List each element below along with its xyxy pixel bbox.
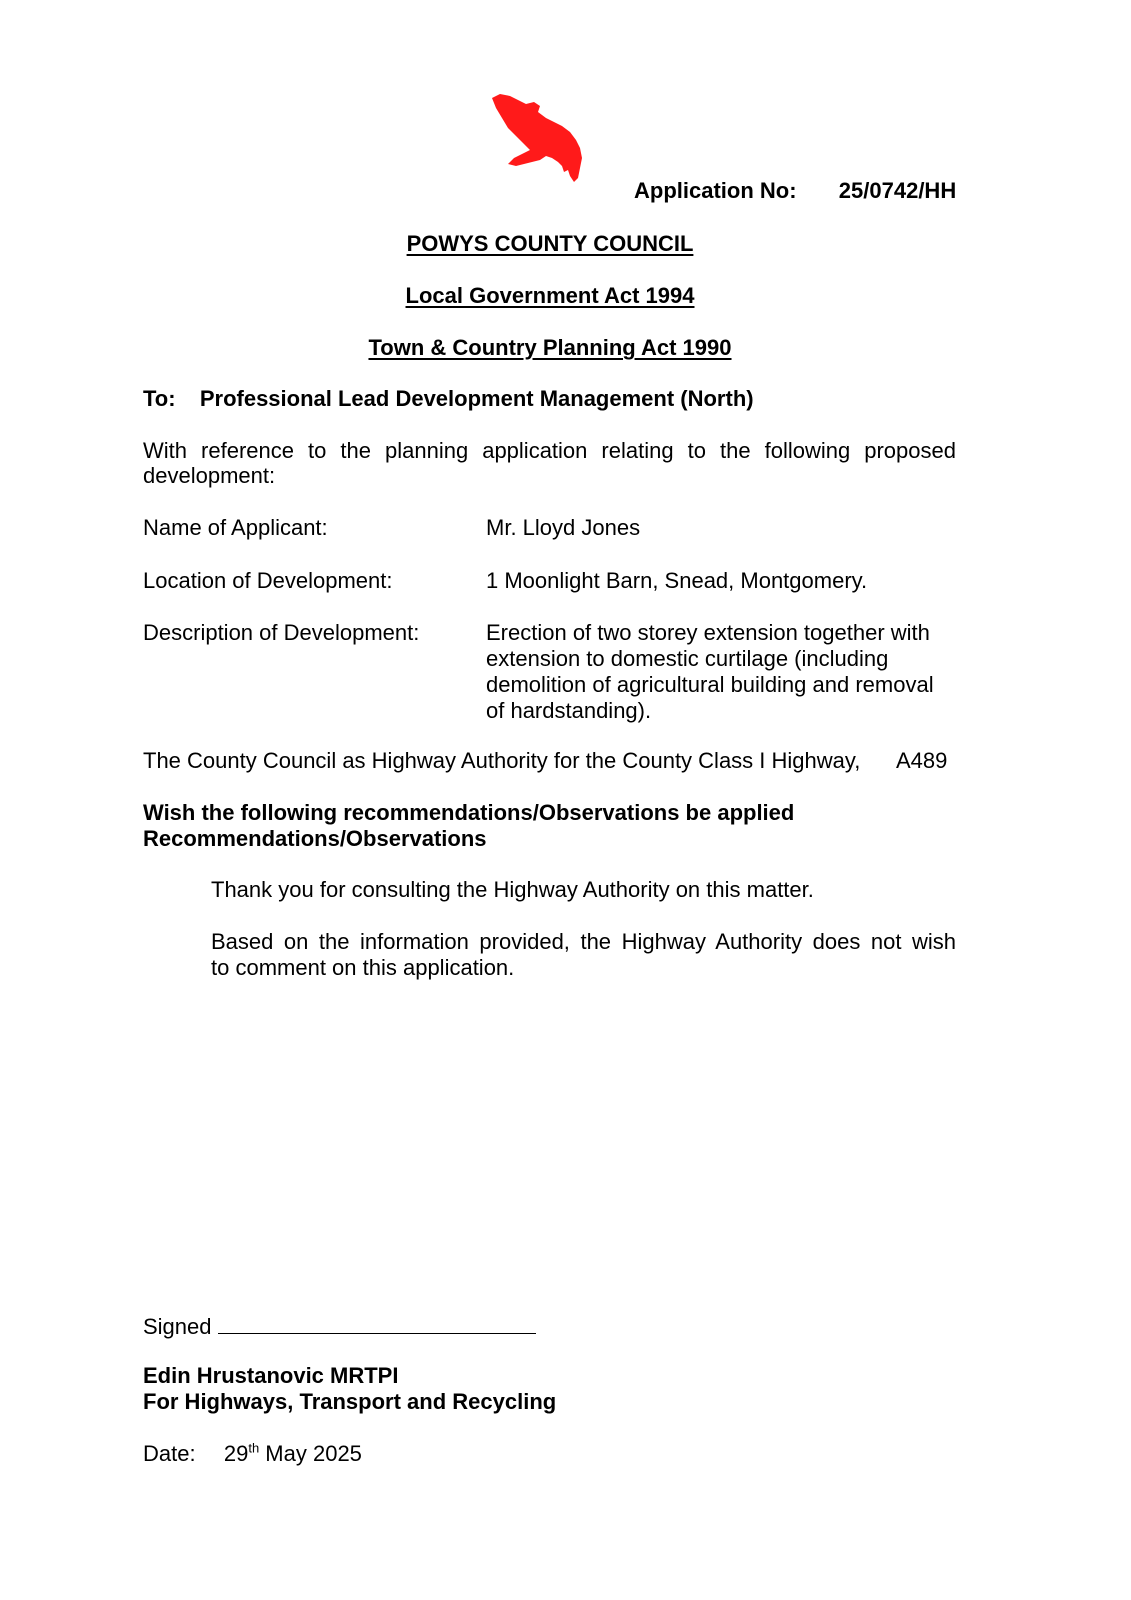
application-number: 25/0742/HH [838,178,957,203]
signatory-department: For Highways, Transport and Recycling [143,1389,557,1414]
red-kite-logo-icon [490,92,586,184]
reference-line-1: With reference to the planning application relating to the following proposed [143,438,956,463]
signatory-name: Edin Hrustanovic MRTPI [143,1363,399,1388]
date-day: 29 [223,1441,249,1466]
date-rest: May 2025 [265,1441,362,1466]
to-recipient: Professional Lead Development Management (North) [199,386,754,411]
description-value [486,620,934,724]
act-title-1994: Local Government Act 1994 [405,283,695,308]
reference-line-2: development: [143,463,276,488]
description-line: demolition of agricultural building and removal [486,672,934,697]
applicant-value: Mr. Lloyd Jones [486,515,641,540]
to-label: To: [143,386,176,411]
recommendation-para-2-line-1: Based on the information provided, the Highway Authority does not wish [211,929,956,954]
recommendations-heading-2: Recommendations/Observations [143,826,487,851]
applicant-label: Name of Applicant: [143,515,328,540]
signed-label: Signed [143,1314,212,1339]
to-line [143,386,754,412]
recommendation-para-2-line-2: to comment on this application. [211,955,515,980]
recommendations-heading-1: Wish the following recommendations/Observations be applied [143,800,795,825]
council-title: POWYS COUNTY COUNCIL [406,231,694,256]
description-label: Description of Development: [143,620,420,645]
recommendation-para-1: Thank you for consulting the Highway Authority on this matter. [211,877,814,902]
application-label: Application No: [634,178,797,203]
description-line: extension to domestic curtilage (including [486,646,889,671]
authority-road: A489 [896,748,948,773]
location-value: 1 Moonlight Barn, Snead, Montgomery. [486,568,868,593]
application-number-row [634,178,956,204]
signed-line [143,1311,536,1340]
location-label: Location of Development: [143,568,393,593]
date-suffix: th [248,1440,260,1456]
act-title-1990: Town & Country Planning Act 1990 [368,335,732,360]
date-line [143,1441,362,1467]
authority-text: The County Council as Highway Authority for the County Class I Highway, [143,748,861,773]
description-line: of hardstanding). [486,698,652,723]
date-label: Date: [143,1441,196,1466]
description-line: Erection of two storey extension together with [486,620,930,645]
signature-line [218,1311,536,1334]
